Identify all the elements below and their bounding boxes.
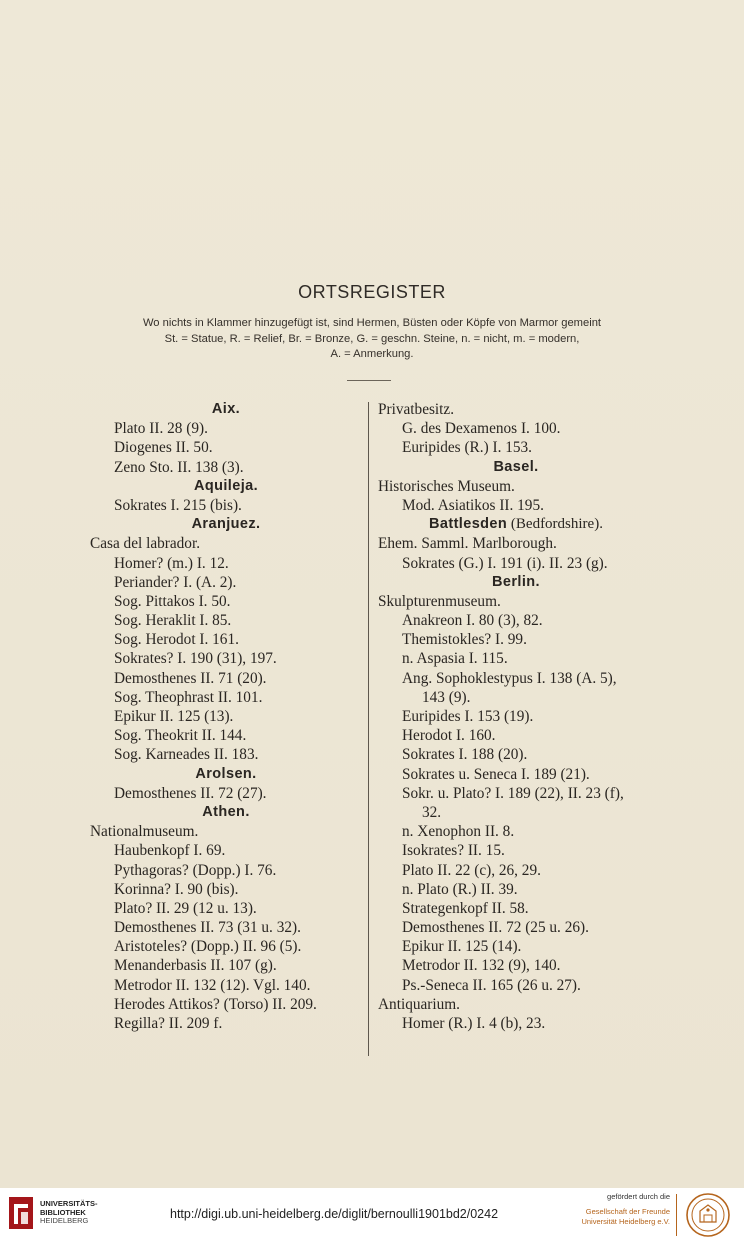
register-entry: [90, 880, 362, 899]
entry-text: Strategenkopf II. 58.: [402, 899, 529, 917]
intro-note: [90, 316, 654, 363]
entry-text: Demosthenes II. 73 (31 u. 32).: [114, 919, 301, 937]
library-line: HEIDELBERG: [40, 1216, 89, 1226]
entry-text: Homer (R.) I. 4 (b), 23.: [402, 1015, 546, 1032]
sponsor-label: gefördert durch die: [607, 1192, 670, 1201]
collection-name: [378, 995, 654, 1014]
collection-name: [378, 400, 654, 419]
register-entry: [378, 726, 654, 745]
register-entry: [90, 707, 362, 726]
register-entry: [378, 649, 654, 668]
entry-text: Demosthenes II. 71 (20).: [114, 669, 267, 687]
register-entry: [378, 803, 654, 822]
sponsor-line: Gesellschaft der Freunde: [585, 1207, 670, 1216]
register-entry: [90, 496, 362, 515]
register-entry: [90, 899, 362, 918]
entry-text: Plato II. 22 (c), 26, 29.: [402, 861, 541, 879]
register-entry: [378, 937, 654, 956]
intro-line: A. = Anmerkung.: [330, 348, 414, 360]
entry-text: Sog. Theokrit II. 144.: [114, 727, 247, 745]
entry-text: n. Aspasia I. 115.: [402, 650, 508, 668]
sponsor-name: [568, 1207, 670, 1226]
register-entry: [378, 822, 654, 841]
place-heading: [90, 515, 362, 534]
entry-text: Sokrates I. 188 (20).: [402, 746, 528, 764]
register-entry: [378, 419, 654, 438]
entry-text: Haubenkopf I. 69.: [114, 842, 226, 860]
title-divider: [347, 380, 391, 381]
entry-text: Nationalmuseum.: [90, 823, 199, 841]
entry-text: Sog. Pittakos I. 50.: [114, 592, 231, 610]
register-entry: [378, 918, 654, 937]
collection-name: [378, 592, 654, 611]
register-entry: [90, 438, 362, 457]
collection-name: [378, 534, 654, 553]
entry-text: Skulpturenmuseum.: [378, 592, 501, 610]
entry-text: Sog. Heraklit I. 85.: [114, 612, 232, 630]
register-entry: [378, 554, 654, 573]
entry-text: Herodes Attikos? (Torso) II. 209.: [114, 995, 317, 1013]
entry-text: Sog. Karneades II. 183.: [114, 746, 259, 764]
right-column: [378, 400, 654, 1033]
entry-text: G. des Dexamenos I. 100.: [402, 420, 561, 438]
column-divider: [368, 402, 369, 1056]
entry-text: Sokrates (G.) I. 191 (i). II. 23 (g).: [402, 554, 608, 572]
register-entry: [90, 1014, 362, 1033]
register-entry: [378, 611, 654, 630]
entry-text: Historisches Museum.: [378, 477, 515, 495]
entry-text: Plato? II. 29 (12 u. 13).: [114, 899, 257, 917]
register-entry: [378, 880, 654, 899]
entry-text: Basel.: [493, 458, 539, 475]
entry-text: Aristoteles? (Dopp.) II. 96 (5).: [114, 938, 302, 956]
collection-name: [90, 822, 362, 841]
register-entry: [90, 995, 362, 1014]
entry-text: Isokrates? II. 15.: [402, 842, 505, 860]
entry-text: Sokrates u. Seneca I. 189 (21).: [402, 765, 590, 783]
intro-line: St. = Statue, R. = Relief, Br. = Bronze, G. = geschn. Steine, n. = nicht, m. = modern,: [164, 332, 580, 345]
register-entry: [378, 688, 654, 707]
register-entry: [378, 784, 654, 803]
left-column: [90, 400, 362, 1033]
collection-name: [378, 477, 654, 496]
register-entry: [378, 669, 654, 688]
register-entry: [90, 554, 362, 573]
entry-text: Epikur II. 125 (14).: [402, 938, 522, 956]
register-entry: [378, 899, 654, 918]
place-heading: [90, 477, 362, 496]
register-entry: [90, 745, 362, 764]
register-entry: [90, 976, 362, 995]
library-line: UNIVERSITÄTS-: [40, 1199, 98, 1208]
register-entry: [378, 630, 654, 649]
permalink-url[interactable]: http://digi.ub.uni-heidelberg.de/diglit/bernoulli1901bd2/0242: [170, 1207, 499, 1221]
intro-line: Wo nichts in Klammer hinzugefügt ist, sind Hermen, Büsten oder Köpfe von Marmor gemeint: [142, 317, 602, 329]
entry-text: Sog. Herodot I. 161.: [114, 631, 239, 649]
entry-text: n. Plato (R.) II. 39.: [402, 880, 518, 898]
entry-text: Aquileja.: [193, 477, 259, 494]
place-heading: [90, 765, 362, 784]
entry-text: Berlin.: [492, 573, 540, 590]
place-heading: [378, 573, 654, 592]
place-heading: [378, 458, 654, 477]
entry-text: 32.: [422, 803, 442, 821]
register-entry: [90, 592, 362, 611]
register-entry: [90, 688, 362, 707]
place-heading: [90, 400, 362, 419]
register-entry: [378, 1014, 654, 1033]
register-entry: [90, 937, 362, 956]
entry-text: Metrodor II. 132 (9), 140.: [402, 957, 561, 975]
entry-text: Herodot I. 160.: [402, 727, 496, 745]
entry-text: Arolsen.: [195, 765, 257, 782]
entry-text: Sokr. u. Plato? I. 189 (22), II. 23 (f),: [402, 784, 624, 802]
entry-text: Metrodor II. 132 (12). Vgl. 140.: [114, 976, 311, 994]
entry-text: Demosthenes II. 72 (27).: [114, 784, 267, 802]
register-entry: [90, 918, 362, 937]
register-entry: [90, 649, 362, 668]
university-library-logo-icon: [8, 1196, 34, 1230]
register-entry: [90, 630, 362, 649]
entry-text: Euripides (R.) I. 153.: [402, 439, 533, 457]
entry-text: Menanderbasis II. 107 (g).: [114, 957, 277, 975]
entry-text: Sokrates? I. 190 (31), 197.: [114, 650, 277, 668]
footer-divider: [676, 1194, 677, 1236]
entry-text: Periander? I. (A. 2).: [114, 573, 237, 591]
register-entry: [378, 841, 654, 860]
register-entry: [90, 956, 362, 975]
entry-text: Sog. Theophrast II. 101.: [114, 688, 263, 706]
entry-text: Ps.-Seneca II. 165 (26 u. 27).: [402, 976, 581, 994]
entry-text: Sokrates I. 215 (bis).: [114, 496, 242, 514]
register-entry: [90, 669, 362, 688]
entry-text: Diogenes II. 50.: [114, 439, 213, 457]
register-entry: [378, 438, 654, 457]
register-entry: [90, 841, 362, 860]
university-seal-icon: [685, 1192, 731, 1238]
entry-text: Antiquarium.: [378, 995, 460, 1013]
footer-bar: [0, 1188, 744, 1242]
entry-text: n. Xenophon II. 8.: [402, 823, 515, 841]
register-entry: [378, 956, 654, 975]
register-entry: [378, 745, 654, 764]
entry-text: Anakreon I. 80 (3), 82.: [402, 612, 543, 630]
sponsor-line: Universität Heidelberg e.V.: [581, 1216, 670, 1226]
entry-text: Epikur II. 125 (13).: [114, 708, 234, 725]
entry-text: Ang. Sophoklestypus I. 138 (A. 5),: [402, 669, 617, 687]
entry-text: Demosthenes II. 72 (25 u. 26).: [402, 919, 589, 937]
entry-text: 143 (9).: [422, 688, 471, 706]
entry-text: Plato II. 28 (9).: [114, 420, 208, 438]
heading-qualifier: (Bedfordshire).: [507, 516, 603, 533]
register-entry: [378, 765, 654, 784]
register-entry: [90, 573, 362, 592]
register-entry: [90, 419, 362, 438]
place-heading: [378, 515, 654, 534]
register-entry: [378, 707, 654, 726]
register-entry: [378, 496, 654, 515]
register-entry: [90, 784, 362, 803]
register-entry: [90, 611, 362, 630]
entry-text: Korinna? I. 90 (bis).: [114, 880, 239, 898]
entry-text: Regilla? II. 209 f.: [114, 1015, 223, 1032]
university-library-name: [40, 1200, 98, 1226]
place-heading: [90, 803, 362, 822]
entry-text: Battlesden: [429, 516, 508, 533]
entry-text: Pythagoras? (Dopp.) I. 76.: [114, 861, 277, 879]
entry-text: Aix.: [211, 401, 241, 417]
entry-text: Athen.: [202, 803, 250, 820]
entry-text: Homer? (m.) I. 12.: [114, 554, 229, 572]
register-entry: [378, 861, 654, 880]
entry-text: Mod. Asiatikos II. 195.: [402, 496, 544, 514]
register-entry: [90, 458, 362, 477]
collection-name: [90, 534, 362, 553]
entry-text: Privatbesitz.: [378, 401, 455, 418]
page-title: ORTSREGISTER: [298, 282, 446, 302]
register-entry: [90, 861, 362, 880]
entry-text: Ehem. Samml. Marlborough.: [378, 535, 557, 553]
register-entry: [90, 726, 362, 745]
entry-text: Aranjuez.: [191, 516, 261, 533]
library-line: BIBLIOTHEK: [40, 1207, 86, 1217]
entry-text: Casa del labrador.: [90, 535, 201, 553]
entry-text: Zeno Sto. II. 138 (3).: [114, 458, 244, 476]
register-entry: [378, 976, 654, 995]
entry-text: Themistokles? I. 99.: [402, 631, 527, 649]
entry-text: Euripides I. 153 (19).: [402, 708, 534, 725]
